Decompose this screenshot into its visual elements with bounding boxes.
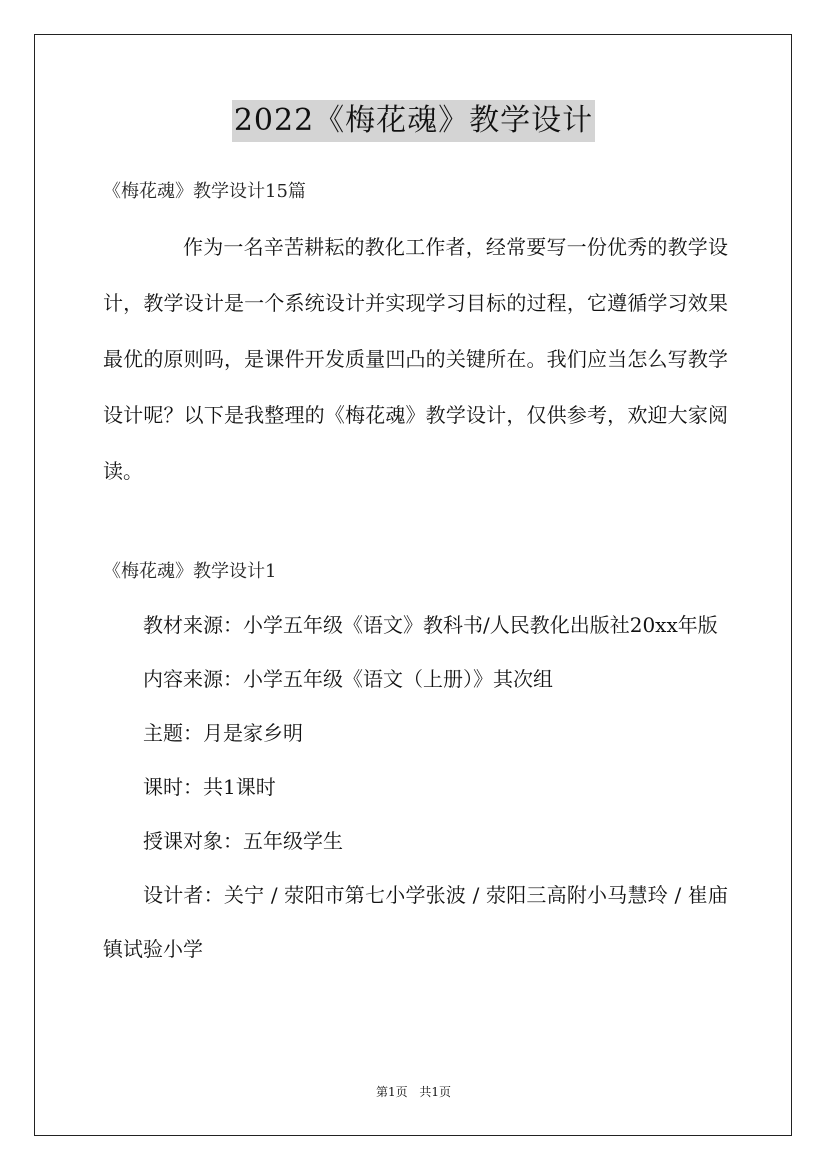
section-heading: 《梅花魂》教学设计1 <box>103 561 277 582</box>
page-footer <box>0 1083 827 1101</box>
info-designers: 设计者：关宁 / 荥阳市第七小学张波 / 荥阳三高附小马慧玲 / 崔庙镇试验小学 <box>103 883 728 961</box>
intro-paragraph: 作为一名辛苦耕耘的教化工作者，经常要写一份优秀的教学设计，教学设计是一个系统设计并实现学习目标的过程，它遵循学习效果最优的原则吗，是课件开发质量凹凸的关键所在。我们应当怎么写教学设计呢？以下是我整理的《梅花魂》教学设计，仅供参考，欢迎大家阅读。 <box>103 235 728 483</box>
info-theme: 主题：月是家乡明 <box>143 721 303 745</box>
document-subtitle: 《梅花魂》教学设计15篇 <box>103 181 306 202</box>
info-audience: 授课对象：五年级学生 <box>143 829 343 853</box>
course-info-list <box>103 598 728 976</box>
info-content-source: 内容来源：小学五年级《语文（上册）》其次组 <box>143 667 553 691</box>
page-number-total: 共1页 <box>419 1085 452 1099</box>
page-number-current: 第1页 <box>375 1085 408 1099</box>
document-title: 2022《梅花魂》教学设计 <box>232 100 595 142</box>
title-container <box>0 100 827 142</box>
info-class-hours: 课时：共1课时 <box>143 775 276 799</box>
info-material-source: 教材来源：小学五年级《语文》教科书/人民教化出版社20xx年版 <box>143 613 718 637</box>
